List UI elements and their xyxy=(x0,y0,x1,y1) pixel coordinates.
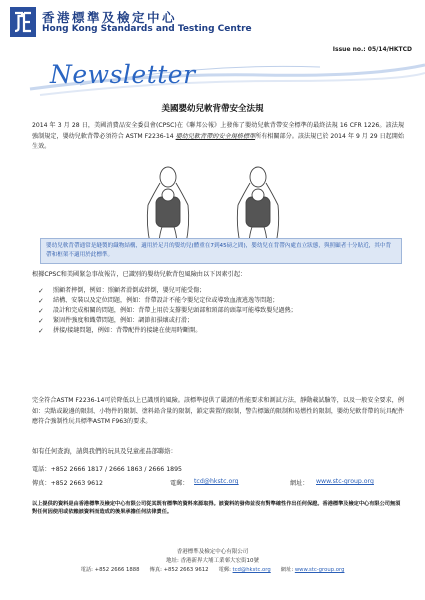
list-item: ✓ 設計和完成相關的問題，例如：背帶上用於支撐嬰兒頭部和頸部的頭靠可能導致嬰兒過熱； xyxy=(38,307,297,315)
check-icon: ✓ xyxy=(38,327,44,335)
company-logo xyxy=(10,7,36,37)
compliance-paragraph: 完全符合ASTM F2236-14可於降低以上已識別的風險。該標準提供了嚴謹的性能要求和測試方法，靜動載試驗等，以及一般安全要求，例如：尖點或銳邊的限制、小物件的限制、塗料鉛含量的限制，鎖定裝置的限制，警告標籤的限制和易燃性的限制，嬰幼兒軟背帶的玩具配件應符合強制性玩具標準ASTM F963的要求。 xyxy=(32,397,404,425)
footer-email-link[interactable]: tcd@hkstc.org xyxy=(232,567,271,573)
check-icon: ✓ xyxy=(38,307,44,315)
footer xyxy=(0,548,425,573)
contact-phone: 電話：+852 2666 1817 / 2666 1863 / 2666 1895 xyxy=(32,466,182,473)
standard-name: 嬰幼兒軟背帶的安全規格標準 xyxy=(175,132,256,140)
carrier-caption: 嬰幼兒軟背帶通常是縫製的織物結構，適用於足月的嬰幼兒(體重在7到45磅之間)，嬰幼兒在背帶內處直立狀態，與照顧者十分貼近，其中背帶和框架不適用於此標準。 xyxy=(40,238,402,264)
disclaimer: 以上提供的資料是由香港標準及檢定中心有限公司從其既有標準的資料來源取得。該資料的發佈並沒有對準確性作出任何保證。香港標準及檢定中心有限公司無須對任何因使用或依賴該資料而造成的後果承擔任何法律責任。 xyxy=(32,501,401,515)
contact-intro: 如有任何查詢，請與我們的玩具及兒童產品部聯絡： xyxy=(32,448,177,455)
check-icon: ✓ xyxy=(38,287,44,295)
footer-web-link[interactable]: www.stc-group.org xyxy=(294,567,345,573)
footer-contact: 電話: +852 2666 1888 傳真: +852 2663 9612 電郵: tcd@hkstc.org 網址: www.stc-group.org xyxy=(80,567,345,573)
contact-web-label: 網址： xyxy=(290,480,309,487)
issue-number: Issue no.: 05/14/HKTCD xyxy=(332,46,412,53)
intro-paragraph xyxy=(32,121,404,153)
article-title: 美國嬰幼兒軟背帶安全法規 xyxy=(161,104,264,114)
intro-text-a: 2014 年 3 月 28 日，美國消費品安全委員會(CPSC)在《聯邦公報》上發佈了嬰幼兒軟背帶安全標準的最終法規 16 CFR 1226。該法規強制規定，嬰幼兒軟背帶必須符合 ASTM F2236-14 xyxy=(32,122,404,140)
list-item: ✓ 緊固件強度和織帶問題，例如：調節扣損壞或打滑； xyxy=(38,317,194,325)
risk-intro: 根據CPSC和美國緊急事故報告，已識別的嬰幼兒軟背包風險由以下因素引起： xyxy=(32,271,247,278)
contact-web-link[interactable]: www.stc-group.org xyxy=(316,478,374,485)
risk-list xyxy=(38,286,398,336)
org-name-en: Hong Kong Standards and Testing Centre xyxy=(42,24,252,34)
list-item: ✓ 拼接/接縫問題，例如：背帶配件的接縫在使用時斷開。 xyxy=(38,327,202,335)
org-name-zh: 香港標準及檢定中心 xyxy=(42,10,178,25)
newsletter-title: Newsletter xyxy=(50,60,196,89)
contact-email-label: 電郵： xyxy=(170,480,189,487)
list-item: ✓ 結構、安裝以及定位問題，例如：背帶設計不能令嬰兒定位或導致血液逃逸等問題； xyxy=(38,297,279,305)
check-icon: ✓ xyxy=(38,317,44,325)
contact-email-link[interactable]: tcd@hkstc.org xyxy=(194,478,239,485)
footer-company: 香港標準及檢定中心有限公司 xyxy=(176,549,249,555)
check-icon: ✓ xyxy=(38,297,44,305)
footer-address: 地址: 香港新界大埔工業邨大宏街10號 xyxy=(165,557,260,564)
contact-fax: 傳真：+852 2663 9612 xyxy=(32,480,103,487)
intro-text-b: 所有相關部分。該法規已於 2014 年 9 月 29 日起開始生效。 xyxy=(32,132,405,150)
list-item: ✓ 照顧者摔倒，例如：照顧者滑倒或絆倒，嬰兒可能受傷； xyxy=(38,287,206,295)
